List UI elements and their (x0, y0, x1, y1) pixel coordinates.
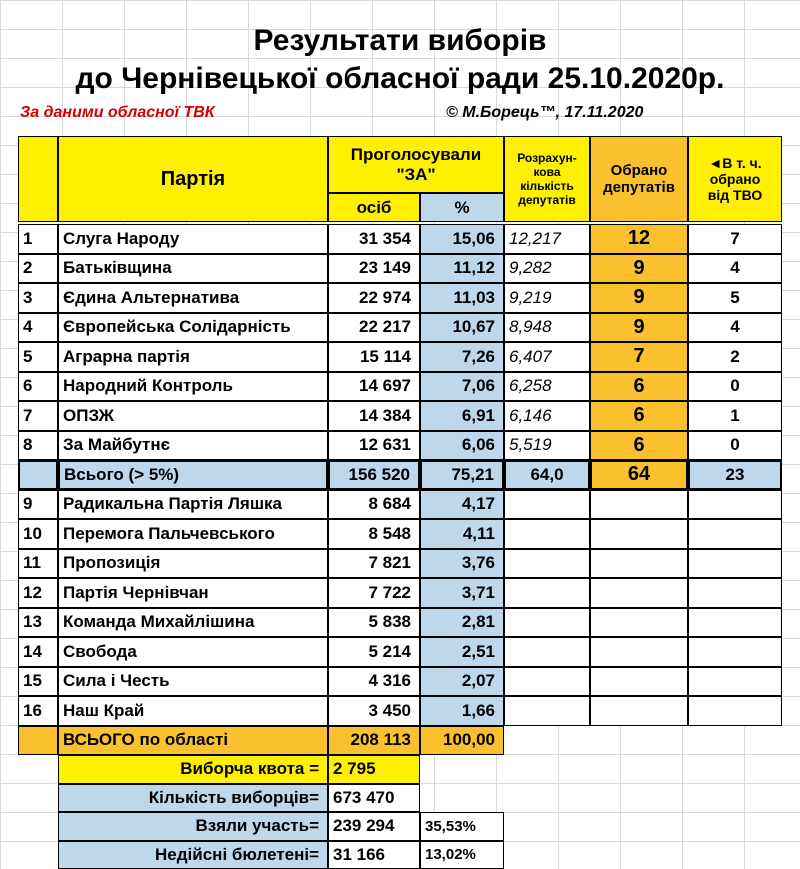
party-name: Свобода (58, 637, 328, 667)
percent-cell: 3,71 (420, 578, 504, 608)
elected-cell: 12 (590, 224, 688, 254)
percent-cell: 2,81 (420, 608, 504, 638)
calc-cell: 8,948 (504, 313, 590, 343)
page-title-line-1: Результати виборів (0, 22, 800, 60)
source-note: За даними обласної ТВК (20, 104, 215, 122)
percent-cell: 6,06 (420, 431, 504, 461)
empty-cell (688, 578, 782, 608)
votes-cell: 5 838 (328, 608, 420, 638)
row-number: 3 (18, 283, 58, 313)
region-total-label: ВСЬОГО по області (58, 726, 328, 756)
calc-cell: 6,146 (504, 401, 590, 431)
summary-value: 2 795 (328, 755, 420, 784)
empty-cell (688, 608, 782, 638)
row-number: 4 (18, 313, 58, 343)
party-name: Партія Чернівчан (58, 578, 328, 608)
tvo-cell: 2 (688, 342, 782, 372)
summary-label: Кількість виборців= (58, 784, 328, 813)
summary-label: Виборча квота = (58, 755, 328, 784)
row-number: 6 (18, 372, 58, 402)
empty-cell (688, 696, 782, 726)
percent-cell: 10,67 (420, 313, 504, 343)
header-text: обрано (710, 171, 761, 187)
empty-cell (504, 696, 590, 726)
calc-cell: 9,219 (504, 283, 590, 313)
percent-cell: 7,26 (420, 342, 504, 372)
elected-cell: 6 (590, 401, 688, 431)
percent-cell: 11,03 (420, 283, 504, 313)
summary-pct: 35,53% (420, 812, 504, 841)
calc-cell: 5,519 (504, 431, 590, 461)
empty-cell (590, 519, 688, 549)
page-title-line-2: до Чернівецької обласної ради 25.10.2020р. (0, 60, 800, 98)
calc-cell: 9,282 (504, 254, 590, 284)
party-name: Сила і Честь (58, 667, 328, 697)
header-text: ◄В т. ч. (708, 155, 761, 171)
summary-value: 31 166 (328, 841, 420, 869)
party-name: Слуга Народу (58, 224, 328, 254)
party-name: Наш Край (58, 696, 328, 726)
percent-cell: 7,06 (420, 372, 504, 402)
header-text: Розрахун- (517, 151, 577, 165)
party-name: Єдина Альтернатива (58, 283, 328, 313)
tvo-cell: 7 (688, 224, 782, 254)
party-name: За Майбутнє (58, 431, 328, 461)
empty-cell (504, 608, 590, 638)
empty-cell (504, 519, 590, 549)
header-voted (328, 136, 504, 193)
empty-cell (590, 490, 688, 520)
copyright-note: © М.Борець™, 17.11.2020 (446, 104, 643, 122)
elected-cell: 6 (590, 372, 688, 402)
empty-cell (590, 637, 688, 667)
row-number: 10 (18, 519, 58, 549)
region-total-pct: 100,00 (420, 726, 504, 756)
percent-cell: 1,66 (420, 696, 504, 726)
header-text: від ТВО (708, 187, 762, 203)
party-name: Пропозиція (58, 549, 328, 579)
votes-cell: 5 214 (328, 637, 420, 667)
row-number: 7 (18, 401, 58, 431)
header-elected (590, 136, 688, 222)
header-calc (504, 136, 590, 222)
votes-cell: 22 974 (328, 283, 420, 313)
total-passed-pct: 75,21 (420, 460, 504, 490)
row-number: 2 (18, 254, 58, 284)
total-passed-elected: 64 (590, 460, 688, 490)
elected-cell: 6 (590, 431, 688, 461)
party-name: Батьківщина (58, 254, 328, 284)
header-text: кова (533, 165, 560, 179)
votes-cell: 14 697 (328, 372, 420, 402)
empty-cell (590, 549, 688, 579)
percent-cell: 3,76 (420, 549, 504, 579)
row-number: 15 (18, 667, 58, 697)
header-tvo (688, 136, 782, 222)
party-name: ОПЗЖ (58, 401, 328, 431)
votes-cell: 3 450 (328, 696, 420, 726)
total-passed-votes: 156 520 (328, 460, 420, 490)
percent-cell: 6,91 (420, 401, 504, 431)
empty-cell (590, 608, 688, 638)
party-name: Команда Михайлішина (58, 608, 328, 638)
region-total-num (18, 726, 58, 756)
row-number: 8 (18, 431, 58, 461)
empty-cell (590, 696, 688, 726)
percent-cell: 11,12 (420, 254, 504, 284)
header-text: депутатів (603, 179, 675, 196)
total-passed-calc: 64,0 (504, 460, 590, 490)
empty-cell (504, 578, 590, 608)
percent-cell: 2,07 (420, 667, 504, 697)
header-text: Проголосували (351, 145, 481, 165)
row-number: 5 (18, 342, 58, 372)
percent-cell: 4,11 (420, 519, 504, 549)
empty-cell (504, 667, 590, 697)
calc-cell: 6,407 (504, 342, 590, 372)
header-party: Партія (58, 136, 328, 222)
row-number: 11 (18, 549, 58, 579)
header-persons: осіб (328, 193, 420, 222)
empty-cell (504, 490, 590, 520)
header-text: кількість (520, 179, 574, 193)
empty-cell (688, 490, 782, 520)
votes-cell: 23 149 (328, 254, 420, 284)
tvo-cell: 0 (688, 431, 782, 461)
empty-cell (688, 667, 782, 697)
summary-pct: 13,02% (420, 841, 504, 869)
votes-cell: 7 821 (328, 549, 420, 579)
percent-cell: 4,17 (420, 490, 504, 520)
elected-cell: 7 (590, 342, 688, 372)
total-passed-label: Всього (> 5%) (58, 460, 328, 490)
tvo-cell: 4 (688, 313, 782, 343)
party-name: Європейська Солідарність (58, 313, 328, 343)
party-name: Народний Контроль (58, 372, 328, 402)
percent-cell: 15,06 (420, 224, 504, 254)
percent-cell: 2,51 (420, 637, 504, 667)
row-number: 13 (18, 608, 58, 638)
votes-cell: 7 722 (328, 578, 420, 608)
elected-cell: 9 (590, 254, 688, 284)
empty-cell (590, 667, 688, 697)
elected-cell: 9 (590, 313, 688, 343)
empty-cell (590, 578, 688, 608)
votes-cell: 22 217 (328, 313, 420, 343)
row-number: 9 (18, 490, 58, 520)
total-passed-num (18, 460, 58, 490)
summary-label: Недійсні бюлетені= (58, 841, 328, 869)
votes-cell: 14 384 (328, 401, 420, 431)
empty-cell (504, 637, 590, 667)
empty-cell (688, 519, 782, 549)
party-name: Аграрна партія (58, 342, 328, 372)
votes-cell: 8 684 (328, 490, 420, 520)
tvo-cell: 1 (688, 401, 782, 431)
header-text: "ЗА" (396, 165, 435, 185)
votes-cell: 12 631 (328, 431, 420, 461)
summary-value: 239 294 (328, 812, 420, 841)
party-name: Радикальна Партія Ляшка (58, 490, 328, 520)
tvo-cell: 4 (688, 254, 782, 284)
empty-cell (504, 549, 590, 579)
row-number: 1 (18, 224, 58, 254)
summary-value: 673 470 (328, 784, 420, 813)
votes-cell: 15 114 (328, 342, 420, 372)
tvo-cell: 0 (688, 372, 782, 402)
header-percent: % (420, 193, 504, 222)
region-total-votes: 208 113 (328, 726, 420, 756)
calc-cell: 12,217 (504, 224, 590, 254)
votes-cell: 4 316 (328, 667, 420, 697)
empty-cell (688, 549, 782, 579)
votes-cell: 8 548 (328, 519, 420, 549)
votes-cell: 31 354 (328, 224, 420, 254)
total-passed-tvo: 23 (688, 460, 782, 490)
header-text: Обрано (611, 162, 668, 179)
party-name: Перемога Пальчевського (58, 519, 328, 549)
calc-cell: 6,258 (504, 372, 590, 402)
row-number: 12 (18, 578, 58, 608)
header-num-cell (18, 136, 58, 222)
empty-cell (688, 637, 782, 667)
elected-cell: 9 (590, 283, 688, 313)
summary-label: Взяли участь= (58, 812, 328, 841)
row-number: 14 (18, 637, 58, 667)
header-text: депутатів (518, 193, 576, 207)
tvo-cell: 5 (688, 283, 782, 313)
row-number: 16 (18, 696, 58, 726)
